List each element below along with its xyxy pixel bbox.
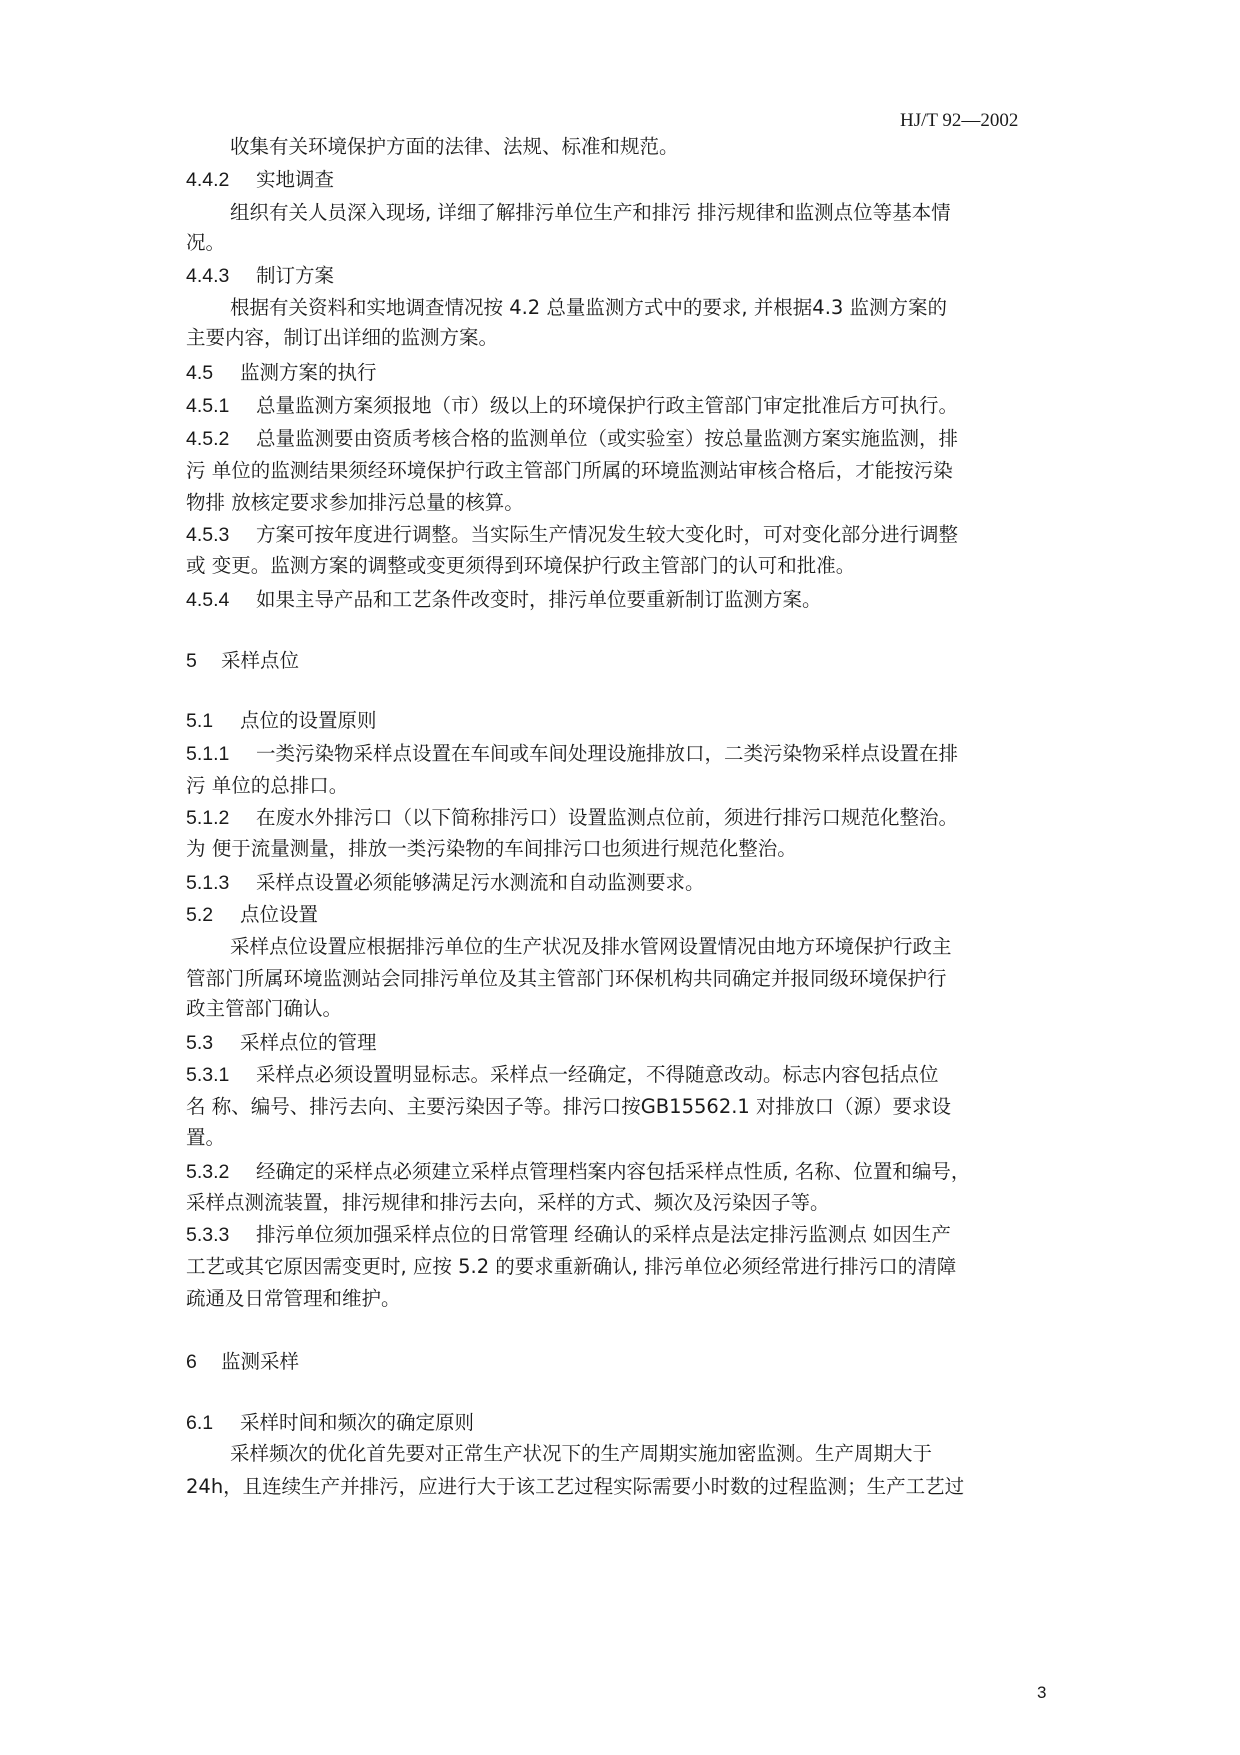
- clause-text: 一类污染物采样点设置在车间或车间处理设施排放口，二类污染物采样点设置在排: [256, 742, 959, 765]
- chapter-number: 5: [186, 650, 197, 672]
- body-line: [230, 934, 952, 960]
- clause-number: 5.3.2: [186, 1161, 230, 1183]
- body-line: [186, 1474, 964, 1500]
- section-heading: [186, 360, 377, 386]
- section-heading: [186, 1030, 377, 1056]
- clause-line: [186, 426, 958, 452]
- clause-number: 4.5.4: [186, 589, 230, 611]
- line-text: 为 便于流量测量，排放一类污染物的车间排污口也须进行规范化整治。: [186, 837, 797, 860]
- section-title: 采样点位的管理: [240, 1031, 377, 1054]
- line-text: 组织有关人员深入现场, 详细了解排污单位生产和排污 排污规律和监测点位等基本情: [230, 201, 951, 224]
- clause-number: 5.1.2: [186, 807, 230, 829]
- section-title: 采样时间和频次的确定原则: [240, 1411, 475, 1434]
- chapter-title: 监测采样: [221, 1350, 300, 1373]
- section-heading: [186, 902, 318, 928]
- clause-number: 5.1.3: [186, 872, 230, 894]
- line-text: 或 变更。监测方案的调整或变更须得到环境保护行政主管部门的认可和批准。: [186, 554, 856, 577]
- section-title: 监测方案的执行: [240, 361, 377, 384]
- body-line: [186, 490, 524, 516]
- clause-text: 如果主导产品和工艺条件改变时，排污单位要重新制订监测方案。: [256, 588, 822, 611]
- section-number: 4.4.2: [186, 169, 230, 191]
- clause-line: [186, 741, 958, 767]
- clause-line: [186, 587, 822, 613]
- clause-number: 4.5.3: [186, 524, 230, 546]
- line-text: 采样点测流装置，排污规律和排污去向，采样的方式、频次及污染因子等。: [186, 1191, 830, 1214]
- clause-text: 采样点设置必须能够满足污水测流和自动监测要求。: [256, 871, 705, 894]
- line-text: 置。: [186, 1126, 226, 1149]
- line-text: 管部门所属环境监测站会同排污单位及其主管部门环保机构共同确定并报同级环境保护行: [186, 967, 947, 990]
- body-line: [186, 230, 225, 256]
- line-text: 根据有关资料和实地调查情况按 4.2 总量监测方式中的要求, 并根据4.3 监测方案的: [230, 296, 948, 319]
- standard-code: HJ/T 92—2002: [900, 110, 1019, 131]
- clause-number: 4.5.2: [186, 428, 230, 450]
- section-title: 点位的设置原则: [240, 709, 377, 732]
- line-text: 物排 放核定要求参加排污总量的核算。: [186, 491, 524, 514]
- section-title: 点位设置: [240, 903, 319, 926]
- line-text: 污 单位的监测结果须经环境保护行政主管部门所属的环境监测站审核合格后，才能按污染: [186, 459, 953, 482]
- body-line: [186, 966, 947, 992]
- section-number: 5.1: [186, 710, 214, 732]
- line-text: 采样点位设置应根据排污单位的生产状况及排水管网设置情况由地方环境保护行政主: [230, 935, 952, 958]
- line-text: 污 单位的总排口。: [186, 774, 349, 797]
- clause-line: [186, 870, 705, 896]
- clause-text: 在废水外排污口（以下简称排污口）设置监测点位前，须进行排污口规范化整治。: [256, 806, 959, 829]
- clause-text: 经确定的采样点必须建立采样点管理档案内容包括采样点性质, 名称、位置和编号，: [256, 1160, 971, 1183]
- section-number: 4.4.3: [186, 265, 230, 287]
- clause-line: [186, 1062, 939, 1088]
- body-line: [186, 1286, 401, 1312]
- chapter-title: 采样点位: [221, 649, 300, 672]
- body-line: [186, 1254, 956, 1280]
- body-line: [230, 134, 679, 160]
- body-line: [230, 295, 947, 321]
- page-number: 3: [1037, 1683, 1047, 1702]
- clause-line: [186, 805, 958, 831]
- section-heading: [186, 263, 334, 289]
- clause-number: 4.5.1: [186, 395, 230, 417]
- section-title: 制订方案: [256, 264, 335, 287]
- clause-number: 5.3.3: [186, 1224, 230, 1246]
- body-line: [186, 996, 342, 1022]
- line-text: 工艺或其它原因需变更时, 应按 5.2 的要求重新确认, 排污单位必须经常进行排污口的清障: [186, 1255, 957, 1278]
- chapter-heading: [186, 648, 299, 674]
- section-title: 实地调查: [256, 168, 335, 191]
- line-text: 主要内容，制订出详细的监测方案。: [186, 326, 499, 349]
- body-line: [186, 836, 797, 862]
- clause-line: [186, 1159, 970, 1185]
- body-line: [186, 1094, 951, 1120]
- body-line: [230, 200, 951, 226]
- section-heading: [186, 1410, 474, 1436]
- clause-line: [186, 393, 958, 419]
- body-line: [230, 1441, 932, 1467]
- body-line: [186, 325, 498, 351]
- body-line: [186, 1125, 225, 1151]
- clause-text: 总量监测要由资质考核合格的监测单位（或实验室）按总量监测方案实施监测，排: [256, 427, 959, 450]
- clause-number: 5.1.1: [186, 743, 230, 765]
- clause-text: 排污单位须加强采样点位的日常管理 经确认的采样点是法定排污监测点 如因生产: [256, 1223, 951, 1246]
- line-text: 名 称、编号、排污去向、主要污染因子等。排污口按GB15562.1 对排放口（源）要求设: [186, 1095, 952, 1118]
- body-line: [186, 458, 953, 484]
- line-text: 况。: [186, 231, 226, 254]
- line-text: 政主管部门确认。: [186, 997, 343, 1020]
- section-heading: [186, 167, 334, 193]
- section-number: 6.1: [186, 1412, 214, 1434]
- chapter-number: 6: [186, 1351, 197, 1373]
- body-line: [186, 1190, 830, 1216]
- line-text: 采样频次的优化首先要对正常生产状况下的生产周期实施加密监测。生产周期大于: [230, 1442, 933, 1465]
- clause-number: 5.3.1: [186, 1064, 230, 1086]
- clause-text: 采样点必须设置明显标志。采样点一经确定，不得随意改动。标志内容包括点位: [256, 1063, 939, 1086]
- body-line: [186, 553, 855, 579]
- line-text: 疏通及日常管理和维护。: [186, 1287, 401, 1310]
- clause-text: 总量监测方案须报地（市）级以上的环境保护行政主管部门审定批准后方可执行。: [256, 394, 959, 417]
- section-heading: [186, 708, 377, 734]
- chapter-heading: [186, 1349, 299, 1375]
- section-number: 5.3: [186, 1032, 214, 1054]
- body-line: [186, 773, 348, 799]
- line-text: 收集有关环境保护方面的法律、法规、标准和规范。: [230, 135, 679, 158]
- section-number: 4.5: [186, 362, 214, 384]
- clause-text: 方案可按年度进行调整。当实际生产情况发生较大变化时，可对变化部分进行调整: [256, 523, 959, 546]
- section-number: 5.2: [186, 904, 214, 926]
- clause-line: [186, 522, 958, 548]
- clause-line: [186, 1222, 951, 1248]
- line-text: 24h，且连续生产并排污，应进行大于该工艺过程实际需要小时数的过程监测；生产工艺过: [186, 1475, 965, 1498]
